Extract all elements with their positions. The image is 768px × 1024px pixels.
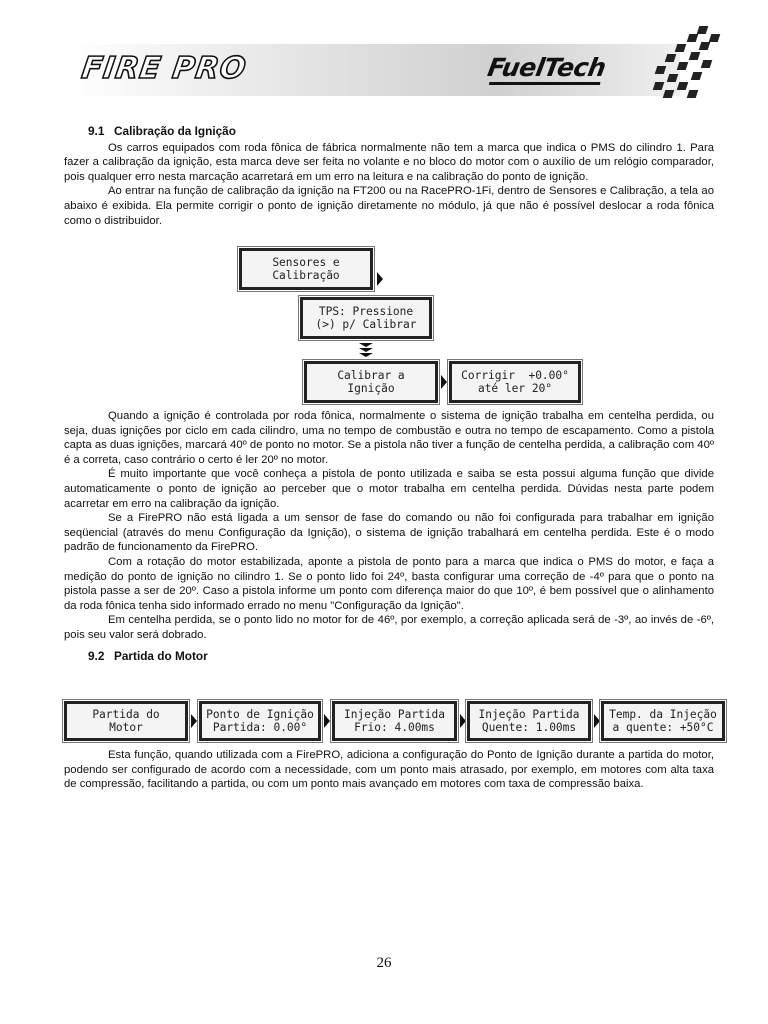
lcd-screen-ponto-ignicao	[199, 701, 321, 741]
section-91-title: Calibração da Ignição	[114, 124, 236, 138]
arrow-right-icon	[441, 375, 447, 389]
fueltech-logo-text: FuelTech	[485, 53, 608, 82]
paragraph: Esta função, quando utilizada com a FirePRO, adiciona a configuração do Ponto de Ignição durante a partida do motor, podendo ser configurado de acordo com a necessidade, com um ponto mais atrasado, por exemplo, em motores com alta taxa de compressão, facilitando a partida, ou com um ponto mais avançado em motores com taxa de compressão baixa.	[64, 749, 714, 791]
lcd-line: Calibração	[272, 269, 340, 282]
lcd-line: Sensores e	[272, 255, 340, 269]
paragraph: Ao entrar na função de calibração da ignição na FT200 ou na RacePRO-1Fi, dentro de Sensores e Calibração, a tela ao abaixo é exibida. Ela permite corrigir o ponto de ignição diretamente no módulo, já que não é possível deslocar a roda fônica como o distribuidor.	[64, 185, 714, 227]
lcd-screen-sensores	[239, 248, 373, 290]
arrow-right-icon	[460, 714, 466, 728]
lcd-line: até ler 20°	[477, 382, 553, 395]
lcd-screen-partida	[64, 701, 188, 741]
lcd-line: Frio: 4.00ms	[354, 721, 435, 734]
lcd-line: Ponto de Ignição	[206, 707, 314, 721]
firepro-logo: FIRE PRO	[79, 51, 249, 86]
lcd-line: a quente: +50°C	[612, 721, 714, 734]
arrow-right-icon	[377, 272, 383, 286]
lcd-screen-calibrar	[304, 361, 438, 403]
paragraph: Com a rotação do motor estabilizada, aponte a pistola de ponto para a marca que indica o PMS do motor, e faça a medição do ponto de ignição no cilindro 1. Se o ponto lido foi 24º, basta configurar uma correção de -4º para que o ponto na pistola passe a ser de 20º. Caso a pistola informe um ponto com diferença maior do que 10º, é bem possível que o alinhamento da roda fônica tenha sido informado errado no menu "Configuração da Ignição".	[64, 555, 714, 612]
section-91-heading	[64, 124, 714, 139]
page-content-continued	[64, 409, 714, 663]
paragraph: Se a FirePRO não está ligada a um sensor de fase do comando ou não foi configurada para trabalhar em ignição seqüencial (através do menu Configuração da Ignição), o sistema de ignição trabalhará em centelha perdida. Este é o modo padrão de funcionamento da FirePRO.	[64, 512, 714, 554]
lcd-line: Partida: 0.00°	[212, 721, 308, 734]
lcd-line: Injeção Partida	[343, 707, 446, 721]
lcd-screen-corrigir	[449, 361, 581, 403]
page-content-92	[64, 748, 714, 792]
page-content	[64, 124, 714, 228]
lcd-screen-injecao-quente	[467, 701, 591, 741]
fueltech-logo	[485, 53, 608, 82]
page-header	[0, 0, 768, 112]
lcd-screen-temp-injecao	[601, 701, 725, 741]
arrow-down-icon	[359, 343, 373, 347]
fueltech-logo-underline	[489, 82, 601, 85]
section-91-number: 9.1	[88, 124, 105, 138]
lcd-screen-injecao-frio	[332, 701, 457, 741]
lcd-line: Ignição	[347, 382, 395, 395]
paragraph: Quando a ignição é controlada por roda fônica, normalmente o sistema de ignição trabalha em centelha perdida, ou seja, duas ignições por ciclo em cada cilindro, uma no tempo de combustão e outra no tempo de escapamento. Como a pistola capta as duas ignições, marcará 40º de ponto no motor. Se a pistola não tiver a função de centelha perdida, a calibração com 40º é a correta, caso contrário o certo é ler 20º no motor.	[64, 410, 714, 466]
lcd-line: Quente: 1.00ms	[481, 721, 577, 734]
arrow-right-icon	[191, 714, 197, 728]
page-number: 26	[376, 955, 392, 971]
paragraph: Os carros equipados com roda fônica de fábrica normalmente não tem a marca que indica o PMS do cilindro 1. Para fazer a calibração da ignição, esta marca deve ser feita no volante e no bloco do motor com o auxílio de um relógio comparador, pois qualquer erro nesta marcação acarretará em um erro na leitura e na calibração do ponto de ignição.	[64, 141, 714, 183]
paragraph: Em centelha perdida, se o ponto lido no motor for de 46º, por exemplo, a correção aplicada será de -3º, ao invés de -6º, pois seu valor será dobrado.	[64, 614, 714, 641]
checkered-flag-icon	[648, 22, 720, 100]
lcd-line: TPS: Pressione	[318, 304, 414, 318]
lcd-line: Injeção Partida	[478, 707, 580, 721]
section-92-title: Partida do Motor	[114, 648, 208, 663]
lcd-line: Corrigir +0.00°	[461, 368, 569, 382]
lcd-line: (>) p/ Calibrar	[315, 318, 417, 331]
arrow-down-icon	[359, 348, 373, 352]
lcd-line: Motor	[109, 721, 143, 734]
lcd-line: Temp. da Injeção	[609, 707, 717, 721]
arrow-right-icon	[324, 714, 330, 728]
section-92-heading	[64, 649, 714, 664]
section-92-number: 9.2	[88, 648, 105, 663]
arrow-down-icon	[359, 353, 373, 357]
lcd-screen-tps	[300, 297, 432, 339]
arrow-right-icon	[594, 714, 600, 728]
lcd-line: Partida do	[92, 707, 160, 721]
paragraph: É muito importante que você conheça a pistola de ponto utilizada e saiba se esta possui alguma função que divide automaticamente o ponto de ignição ao perceber que o motor trabalha em centelha perdida. Dúvidas nesta parte podem acarretar em erro na calibração da ignição.	[64, 468, 714, 510]
lcd-line: Calibrar a	[337, 368, 405, 382]
